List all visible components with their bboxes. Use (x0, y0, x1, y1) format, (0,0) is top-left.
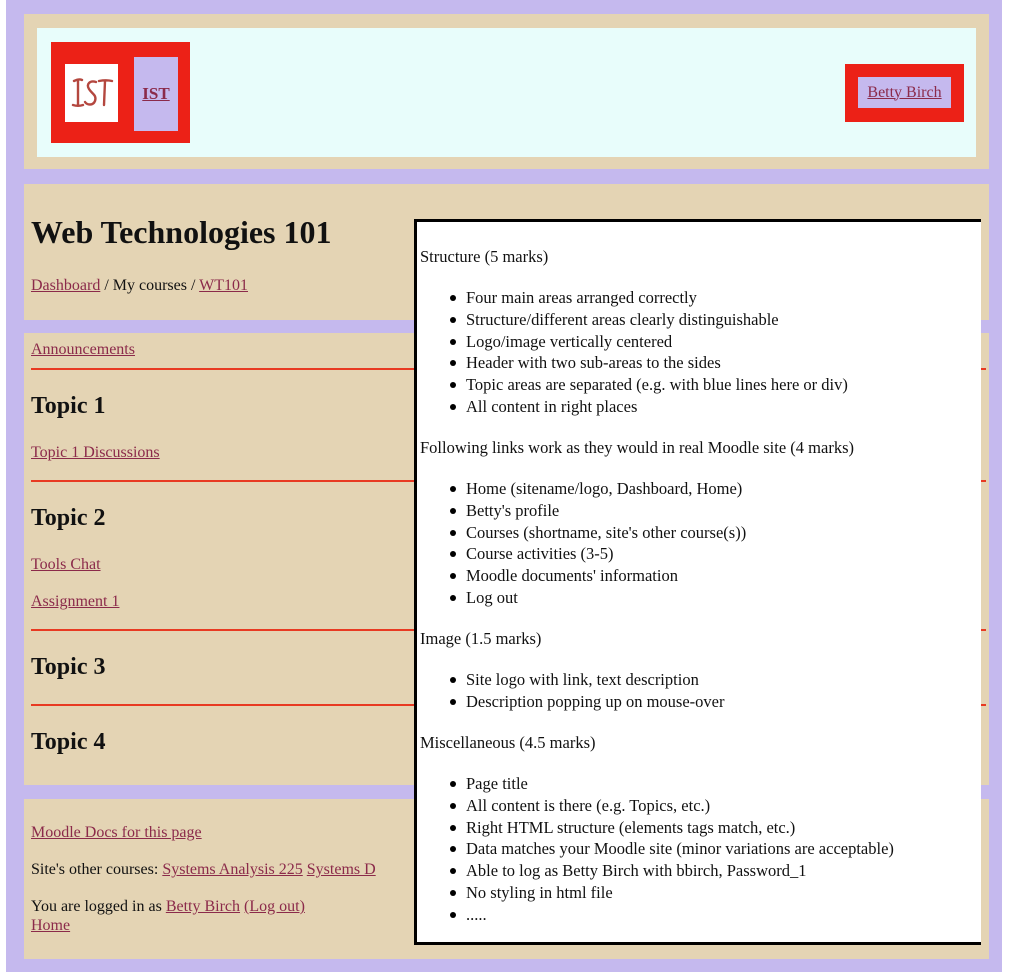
breadcrumb (31, 277, 248, 295)
rubric-item: Home (sitename/logo, Dashboard, Home) (466, 478, 746, 500)
rubric-item: Four main areas arranged correctly (466, 287, 848, 309)
rubric-item: Structure/different areas clearly distinguishable (466, 309, 848, 331)
rubric-item: Site logo with link, text description (466, 669, 724, 691)
rubric-item: Topic areas are separated (e.g. with blue lines here or div) (466, 375, 848, 395)
rubric-item: All content in right places (466, 396, 848, 418)
user-link-box (858, 77, 951, 108)
breadcrumb-course-link[interactable]: WT101 (199, 277, 248, 294)
ist-logo-icon (70, 75, 114, 111)
topic-1-discussions-link[interactable]: Topic 1 Discussions (31, 444, 160, 461)
rubric-section-title: Following links work as they would in real Moodle site (4 marks) (420, 438, 854, 457)
header (24, 14, 989, 169)
page-title: Web Technologies 101 (31, 214, 332, 250)
home-link[interactable]: Home (31, 917, 71, 934)
rubric-item: Able to log as Betty Birch with bbirch, Password_1 (466, 860, 894, 882)
other-courses (31, 861, 376, 879)
tools-chat-link[interactable]: Tools Chat (31, 556, 101, 573)
rubric-item: Right HTML structure (elements tags match, etc.) (466, 817, 894, 839)
rubric-section-title: Image (1.5 marks) (420, 629, 542, 648)
rubric-item: All content is there (e.g. Topics, etc.) (466, 795, 894, 817)
announcements-link[interactable]: Announcements (31, 341, 135, 358)
login-info (31, 898, 305, 916)
rubric-item: Data matches your Moodle site (minor variations are acceptable) (466, 839, 894, 859)
rubric-section-title: Structure (5 marks) (420, 247, 549, 266)
site-logo-link[interactable] (65, 64, 118, 122)
rubric-item: No styling in html file (466, 882, 894, 904)
rubric-item: Betty's profile (466, 500, 746, 522)
rubric-item: Logo/image vertically centered (466, 331, 848, 353)
user-block (845, 64, 964, 122)
login-info-prefix: You are logged in as (31, 898, 166, 915)
site-shortname-link[interactable]: IST (142, 84, 170, 103)
page-frame (6, 0, 1002, 972)
rubric-item: Description popping up on mouse-over (466, 691, 725, 711)
rubric-list (466, 287, 848, 418)
topic-4-heading: Topic 4 (31, 729, 106, 755)
header-inner (37, 28, 976, 157)
other-courses-label: Site's other courses: (31, 861, 163, 878)
logo-block (51, 42, 190, 143)
rubric-item: Courses (shortname, site's other course(s)) (466, 522, 747, 542)
rubric-item: ..... (466, 904, 894, 926)
rubric-list (466, 478, 746, 609)
moodle-docs-link[interactable]: Moodle Docs for this page (31, 824, 202, 841)
marking-rubric-overlay (414, 219, 981, 945)
user-profile-link[interactable]: Betty Birch (867, 83, 942, 101)
topic-1-heading: Topic 1 (31, 393, 106, 419)
rubric-list (466, 669, 724, 713)
rubric-item: Log out (466, 587, 746, 609)
logout-link[interactable]: (Log out) (244, 898, 305, 915)
rubric-item: Header with two sub-areas to the sides (466, 352, 848, 374)
rubric-item: Course activities (3-5) (466, 543, 746, 565)
rubric-item: Page title (466, 773, 894, 795)
topic-2-heading: Topic 2 (31, 505, 106, 531)
breadcrumb-my-courses: / My courses / (100, 277, 200, 294)
rubric-item: Moodle documents' information (466, 565, 746, 587)
other-course-link-2[interactable]: Systems D (306, 861, 376, 878)
other-course-link-1[interactable]: Systems Analysis 225 (162, 861, 303, 878)
footer-user-link[interactable]: Betty Birch (165, 898, 241, 915)
rubric-list (466, 773, 894, 926)
topic-3-heading: Topic 3 (31, 654, 106, 680)
rubric-section-title: Miscellaneous (4.5 marks) (420, 733, 596, 752)
breadcrumb-dashboard-link[interactable]: Dashboard (31, 277, 101, 294)
assignment-1-link[interactable]: Assignment 1 (31, 593, 120, 610)
site-name-box (134, 57, 178, 131)
